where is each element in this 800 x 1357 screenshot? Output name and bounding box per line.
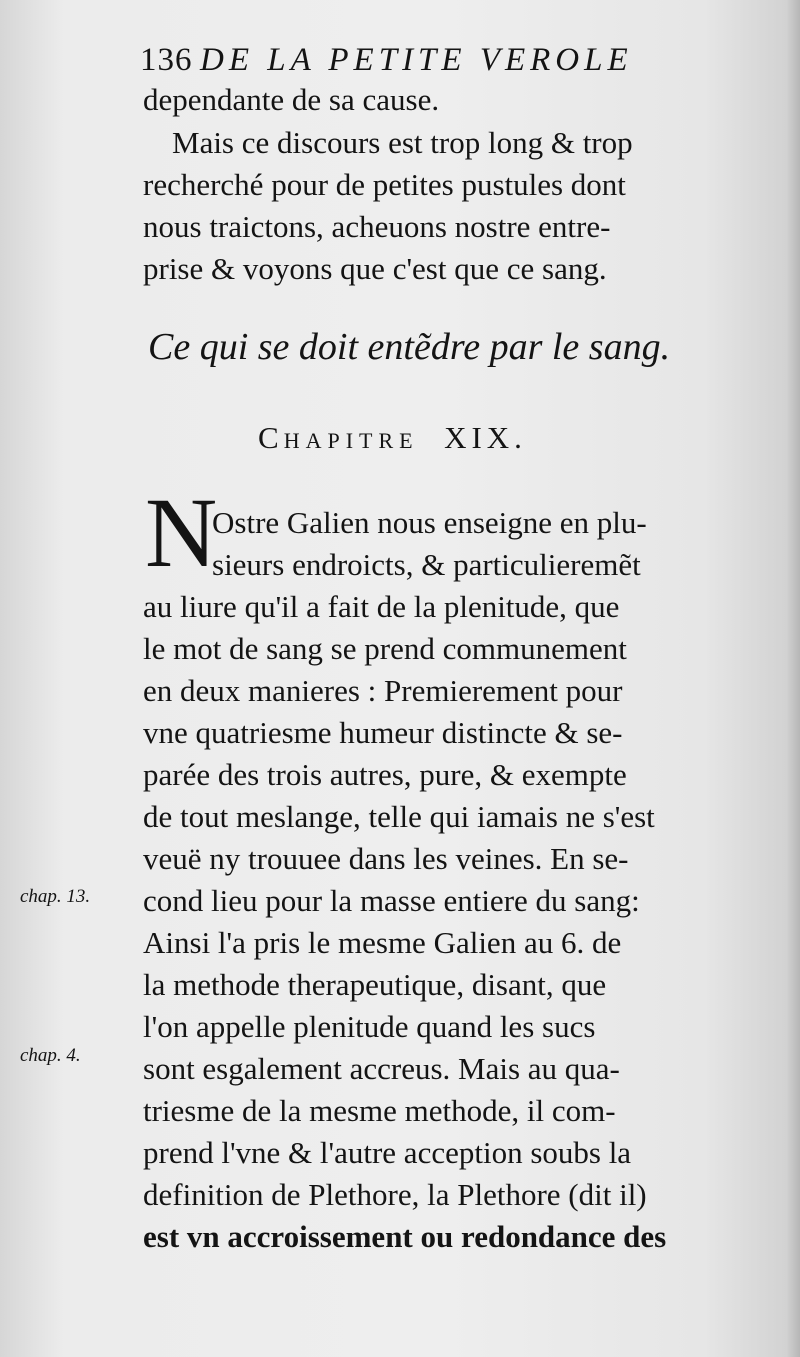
text-line: de tout meslange, telle qui iamais ne s'est <box>143 799 655 834</box>
text-line: cond lieu pour la masse entiere du sang: <box>143 883 640 918</box>
page-number: 136 <box>140 42 193 78</box>
text-line: dependante de sa cause. <box>143 82 440 117</box>
text-line: l'on appelle plenitude quand les sucs <box>143 1009 596 1044</box>
text-line: Mais ce discours est trop long & trop <box>172 125 633 160</box>
running-head <box>140 42 700 79</box>
section-title: Ce qui se doit entẽdre par le sang. <box>148 326 671 368</box>
chapter-word-rest: HAPITRE <box>283 428 419 453</box>
text-line: Ainsi l'a pris le mesme Galien au 6. de <box>143 925 622 960</box>
margin-note: chap. 13. <box>20 886 91 907</box>
text-line: en deux manieres : Premierement pour <box>143 673 623 708</box>
text-line: vne quatriesme humeur distincte & se- <box>143 715 623 750</box>
text-line: nous traictons, acheuons nostre entre- <box>143 209 611 244</box>
chapter-numeral: XIX. <box>444 420 527 455</box>
text-line: sieurs endroicts, & particulieremẽt <box>212 547 641 582</box>
running-title: DE LA PETITE VEROLE <box>200 42 633 78</box>
text-line: recherché pour de petites pustules dont <box>143 167 626 202</box>
text-line: au liure qu'il a fait de la plenitude, que <box>143 589 620 624</box>
text-line: prise & voyons que c'est que ce sang. <box>143 251 607 286</box>
text-line: le mot de sang se prend communement <box>143 631 627 666</box>
chapter-word-initial: C <box>258 420 284 455</box>
text-line: la methode therapeutique, disant, que <box>143 967 607 1002</box>
text-line: sont esgalement accreus. Mais au qua- <box>143 1051 620 1086</box>
text-line: prend l'vne & l'autre acception soubs la <box>143 1135 632 1170</box>
text-line: parée des trois autres, pure, & exempte <box>143 757 627 792</box>
text-line: veuë ny trouuee dans les veines. En se- <box>143 841 629 876</box>
text-line: Ostre Galien nous enseigne en plu- <box>212 505 647 540</box>
margin-note: chap. 4. <box>20 1045 81 1066</box>
chapter-heading <box>258 420 527 456</box>
text-line: est vn accroissement ou redondance des <box>143 1219 667 1254</box>
drop-capital: N <box>145 477 218 588</box>
text-line: definition de Plethore, la Plethore (dit il) <box>143 1177 647 1212</box>
text-line: triesme de la mesme methode, il com- <box>143 1093 616 1128</box>
